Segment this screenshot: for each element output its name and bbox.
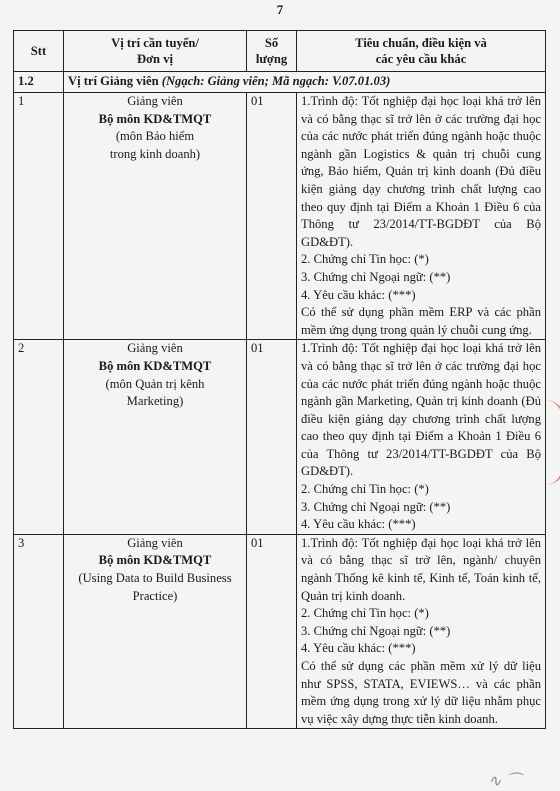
position-subject-line2: Practice) bbox=[132, 588, 178, 603]
page-number: 7 bbox=[276, 2, 284, 17]
row-quantity: 01 bbox=[247, 534, 297, 729]
table-row bbox=[14, 340, 546, 535]
section-title-italic: (Ngạch: Giảng viên; Mã ngạch: V.07.01.03) bbox=[161, 74, 391, 88]
position-title: Giảng viên bbox=[127, 341, 183, 356]
row-position bbox=[64, 534, 247, 729]
header-quantity bbox=[247, 31, 297, 72]
row-quantity: 01 bbox=[247, 93, 297, 340]
row-requirements bbox=[297, 93, 546, 340]
req-note: Có thể sử dụng phần mềm ERP và các phần mềm ứng dụng trong quản lý chuỗi cung ứng. bbox=[301, 305, 541, 337]
req-main: 1.Trình độ: Tốt nghiệp đại học loại khá trở lên và có bằng thạc sĩ trở lên, ngành/ chuyên ngành Thống kê kinh tế, Kinh tế, Toán kinh tế, Quản trị kinh doanh. bbox=[301, 535, 541, 603]
header-position-line1: Vị trí cần tuyển/ bbox=[111, 36, 199, 50]
position-subject-line1: (Using Data to Build Business bbox=[78, 571, 232, 586]
req-it-cert: 2. Chứng chỉ Tin học: (*) bbox=[301, 252, 429, 267]
section-title-text: Vị trí Giảng viên bbox=[68, 74, 162, 88]
red-stamp-edge bbox=[545, 400, 560, 485]
section-row bbox=[14, 72, 546, 93]
signature-mark: ∿ ⌒ bbox=[488, 773, 522, 790]
position-subject-line1: (môn Quản trị kênh bbox=[105, 376, 205, 391]
req-main: 1.Trình độ: Tốt nghiệp đại học loại khá trở lên và có bằng thạc sĩ trở lên ở các trường đại học của các nước phát triển đúng ngành hoặc thuộc ngành gần Logistics & quản trị chuỗi cung ứng, Bảo hiểm, Quản trị kinh doanh (Đủ điều kiện giảng dạy chương trình chất lượng cao theo quy định tại Điểm a Khoản 1 Điều 6 của Thông tư 23/2014/TT-BGDĐT của Bộ GD&ĐT). bbox=[301, 94, 541, 249]
position-subject-line2: trong kinh doanh) bbox=[109, 146, 201, 161]
header-position-line2: Đơn vị bbox=[136, 52, 174, 66]
header-requirements bbox=[297, 31, 546, 72]
row-requirements bbox=[297, 340, 546, 535]
row-requirements bbox=[297, 534, 546, 729]
req-other: 4. Yêu cầu khác: (***) bbox=[301, 641, 416, 656]
header-position bbox=[64, 31, 247, 72]
header-quantity-line1: Số bbox=[264, 36, 279, 50]
req-other: 4. Yêu cầu khác: (***) bbox=[301, 287, 416, 302]
req-it-cert: 2. Chứng chỉ Tin học: (*) bbox=[301, 482, 429, 497]
position-subject-line1: (môn Bảo hiểm bbox=[115, 129, 195, 144]
header-requirements-line2: các yêu cầu khác bbox=[375, 52, 467, 66]
header-stt: Stt bbox=[14, 31, 64, 72]
row-position bbox=[64, 340, 247, 535]
position-department: Bộ môn KD&TMQT bbox=[98, 358, 212, 373]
position-department: Bộ môn KD&TMQT bbox=[98, 111, 212, 126]
position-title: Giảng viên bbox=[127, 94, 183, 108]
row-quantity: 01 bbox=[247, 340, 297, 535]
row-stt: 3 bbox=[14, 534, 64, 729]
header-requirements-line1: Tiêu chuẩn, điều kiện và bbox=[355, 36, 487, 50]
req-note: Có thể sử dụng các phần mềm xử lý dữ liệu như SPSS, STATA, EVIEWS… và các phần mềm ứng dụng trong xử lý dữ liệu nhằm phục vụ việc xây dựng thực tiễn kinh doanh. bbox=[301, 659, 541, 726]
section-title bbox=[64, 72, 546, 93]
req-other: 4. Yêu cầu khác: (***) bbox=[301, 517, 416, 532]
section-number: 1.2 bbox=[14, 72, 64, 93]
req-language-cert: 3. Chứng chỉ Ngoại ngữ: (**) bbox=[301, 499, 451, 514]
header-quantity-line2: lượng bbox=[255, 52, 288, 66]
recruitment-table bbox=[13, 30, 546, 729]
row-stt: 1 bbox=[14, 93, 64, 340]
position-subject-line2: Marketing) bbox=[126, 394, 184, 409]
row-stt: 2 bbox=[14, 340, 64, 535]
req-language-cert: 3. Chứng chỉ Ngoại ngữ: (**) bbox=[301, 623, 451, 638]
position-title: Giảng viên bbox=[127, 535, 183, 550]
table-row bbox=[14, 534, 546, 729]
table-header-row bbox=[14, 31, 546, 72]
req-it-cert: 2. Chứng chỉ Tin học: (*) bbox=[301, 606, 429, 621]
position-department: Bộ môn KD&TMQT bbox=[98, 553, 212, 568]
table-row bbox=[14, 93, 546, 340]
req-main: 1.Trình độ: Tốt nghiệp đại học loại khá trở lên và có bằng thạc sĩ trở lên ở các trường đại học của các nước phát triển đúng ngành hoặc thuộc ngành gần Marketing, Quản trị kinh doanh (Đủ điều kiện giảng dạy chương trình chất lượng cao theo quy định tại Điểm a Khoản 1 Điều 6 của Thông tư 23/2014/TT-BGDĐT của Bộ GD&ĐT). bbox=[301, 341, 541, 479]
row-position bbox=[64, 93, 247, 340]
req-language-cert: 3. Chứng chỉ Ngoại ngữ: (**) bbox=[301, 269, 451, 284]
